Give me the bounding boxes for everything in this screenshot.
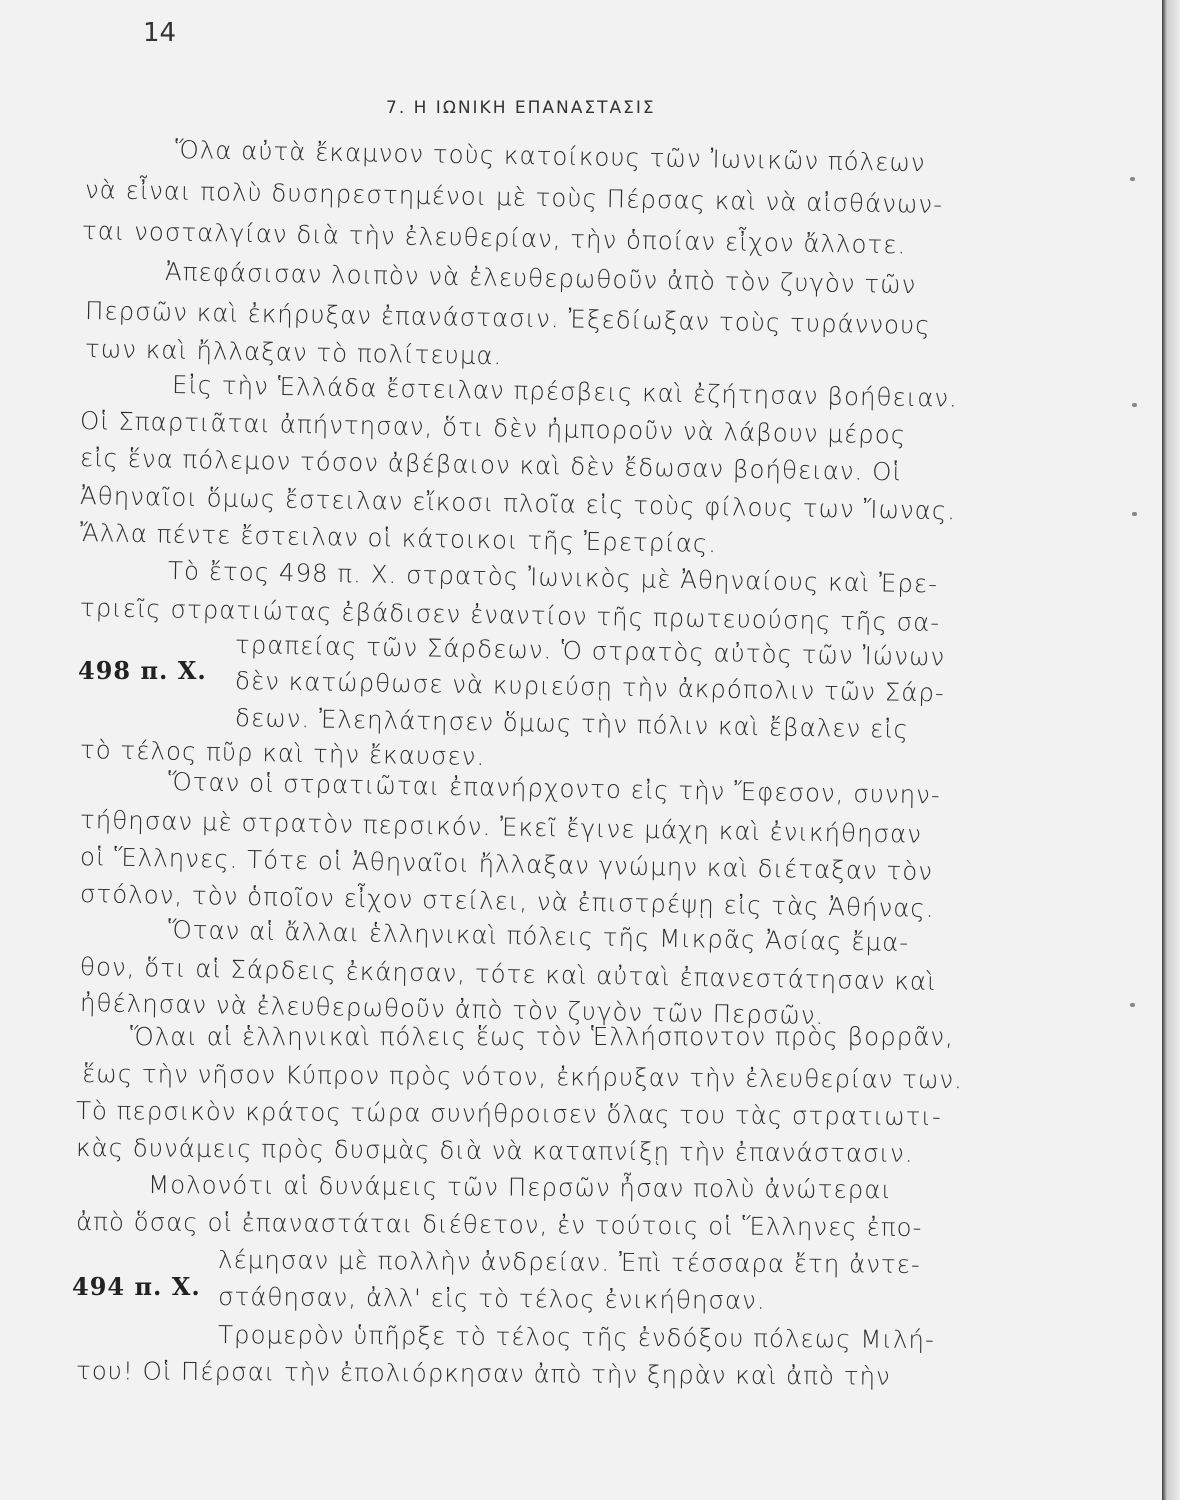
text-line: εἰς ἕνα πόλεμον τόσον ἀβέβαιον καὶ δὲν ἔδωσαν βοήθειαν. Οἱ [79,443,902,487]
text-line: λέμησαν μὲ πολλὴν ἀνδρείαν. Ἐπὶ τέσσαρα ἔτη ἀντε- [217,1245,921,1279]
text-line: κὰς δυνάμεις πρὸς δυσμὰς διὰ νὰ καταπνίξῃ τὴν ἐπανάστασιν. [75,1133,914,1168]
text-line: Τὸ περσικὸν κράτος τώρα συνήθροισεν ὅλας του τὰς στρατιωτι- [75,1096,942,1132]
text-line: ἠθέλησαν νὰ ἐλευθερωθοῦν ἀπὸ τὸν ζυγὸν τῶν Περσῶν. [79,988,825,1030]
text-line: των καὶ ἤλλαξαν τὸ πολίτευμα. [84,334,503,371]
text-line: νὰ εἶναι πολὺ δυσηρεστημένοι μὲ τοὺς Πέρσας καὶ νὰ αἰσθάνων- [84,175,944,219]
text-line: Ὅταν οἱ στρατιῶται ἐπανήρχοντο εἰς τὴν Ἔφεσον, συνην- [167,767,941,810]
text-line: Ἀπεφάσισαν λοιπὸν νὰ ἐλευθερωθοῦν ἀπὸ τὸν ζυγὸν τῶν [164,257,917,300]
chapter-title: 7. Η ΙΩΝΙΚΗ ΕΠΑΝΑΣΤΑΣΙΣ [386,98,656,118]
text-line: στόλον, τὸν ὁποῖον εἶχον στείλει, νὰ ἐπιστρέψῃ εἰς τὰς Ἀθήνας. [79,879,935,923]
text-line: Ἀθηναῖοι ὅμως ἔστειλαν εἴκοσι πλοῖα εἰς τοὺς φίλους των Ἴωνας. [79,481,957,526]
text-line: τήθησαν μὲ στρατὸν περσικόν. Ἐκεῖ ἔγινε μάχη καὶ ἐνικήθησαν [79,805,923,849]
text-line: του! Οἱ Πέρσαι τὴν ἐπολιόρκησαν ἀπὸ τὴν ξηρὰν καὶ ἀπὸ τὴν [75,1356,891,1391]
page-number: 14 [143,18,177,48]
text-line: Μολονότι αἱ δυνάμεις τῶν Περσῶν ἦσαν πολὺ ἀνώτεραι [147,1170,893,1205]
scan-speck [1130,177,1135,181]
text-line: θον, ὅτι αἱ Σάρδεις ἐκάησαν, τότε καὶ αὐταὶ ἐπανεστάτησαν καὶ [79,952,937,996]
text-line: Ὅλα αὐτὰ ἔκαμνον τοὺς κατοίκους τῶν Ἰωνικῶν πόλεων [174,135,926,178]
text-line: ἀπὸ ὅσας οἱ ἐπαναστάται διέθετον, ἐν τούτοις οἱ Ἕλληνες ἐπο- [75,1207,923,1242]
margin-date: 498 π. Χ. [78,656,207,685]
scan-speck [1130,1003,1135,1007]
text-line: Ὅλαι αἱ ἑλληνικαὶ πόλεις ἕως τὸν Ἑλλήσποντον πρὸς βορρᾶν, [130,1022,954,1051]
text-line: στάθησαν, ἀλλ' εἰς τὸ τέλος ἐνικήθησαν. [217,1282,766,1315]
text-line: Ὅταν αἱ ἄλλαι ἑλληνικαὶ πόλεις τῆς Μικρᾶς Ἀσίας ἔμα- [167,915,910,957]
text-line: οἱ Ἕλληνες. Τότε οἱ Ἀθηναῖοι ἤλλαξαν γνώμην καὶ διέταξαν τὸν [79,842,934,886]
text-line: Τρομερὸν ὑπῆρξε τὸ τέλος τῆς ἐνδόξου πόλεως Μιλή- [217,1320,935,1355]
margin-date: 494 π. Χ. [72,1272,201,1301]
scan-speck [1132,403,1137,407]
text-line: τραπείας τῶν Σάρδεων. Ὁ στρατὸς αὐτὸς τῶν Ἰώνων [234,630,946,672]
text-line: ἕως τὴν νῆσον Κύπρον πρὸς νότον, ἐκήρυξαν τὴν ἐλευθερίαν των. [81,1059,963,1095]
text-line: ται νοσταλγίαν διὰ τὴν ἐλευθερίαν, τὴν ὁποίαν εἶχον ἄλλοτε. [81,216,907,260]
text-line: δεων. Ἐλεηλάτησεν ὅμως τὴν πόλιν καὶ ἔβαλεν εἰς [234,703,910,744]
text-line: Οἱ Σπαρτιᾶται ἀπήντησαν, ὅτι δὲν ἠμποροῦν νὰ λάβουν μέρος [79,406,907,450]
scan-speck [1132,512,1137,516]
text-line: δὲν κατώρθωσε νὰ κυριεύσῃ τὴν ἀκρόπολιν τῶν Σάρ- [234,666,946,708]
text-line: Περσῶν καὶ ἐκήρυξαν ἐπανάστασιν. Ἐξεδίωξαν τοὺς τυράννους [84,296,931,340]
text-line: τριεῖς στρατιώτας ἐβάδισεν ἐναντίον τῆς πρωτευούσης τῆς σα- [79,593,941,638]
page-edge-shadow [1162,0,1180,1500]
text-line: Τὸ ἔτος 498 π. Χ. στρατὸς Ἰωνικὸς μὲ Ἀθηναίους καὶ Ἐρε- [167,556,939,599]
text-line: Ἄλλα πέντε ἔστειλαν οἱ κάτοικοι τῆς Ἐρετρίας. [79,518,718,559]
text-line: τὸ τέλος πῦρ καὶ τὴν ἔκαυσεν. [79,735,486,772]
text-line: Εἰς τὴν Ἑλλάδα ἔστειλαν πρέσβεις καὶ ἐζήτησαν βοήθειαν. [171,370,959,413]
